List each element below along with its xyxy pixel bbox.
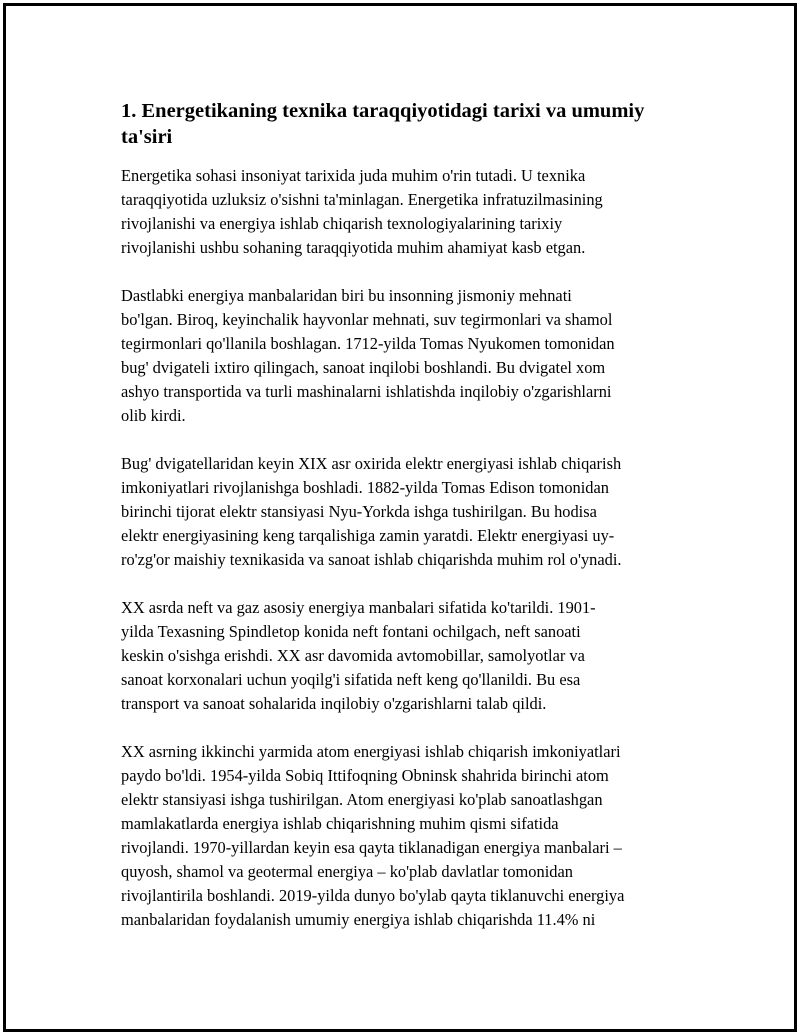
paragraph-line: Dastlabki energiya manbalaridan biri bu insonning jismoniy mehnati xyxy=(121,286,572,305)
paragraph-line: rivojlanishi ushbu sohaning taraqqiyotida muhim ahamiyat kasb etgan. xyxy=(121,238,586,257)
document-content xyxy=(121,98,701,956)
paragraph-line: rivojlanishi va energiya ishlab chiqarish texnologiyalarining tarixiy xyxy=(121,214,563,233)
paragraph-line: bug' dvigateli ixtiro qilingach, sanoat inqilobi boshlandi. Bu dvigatel xom xyxy=(121,358,606,377)
heading-line: 1. Energetikaning texnika taraqqiyotidagi tarixi va umumiy xyxy=(121,100,645,122)
heading-line: ta'siri xyxy=(121,126,173,148)
paragraph-line: manbalaridan foydalanish umumiy energiya ishlab chiqarishda 11.4% ni xyxy=(121,910,596,929)
paragraph-line: keskin o'sishga erishdi. XX asr davomida avtomobillar, samolyotlar va xyxy=(121,646,585,665)
paragraph-line: Energetika sohasi insoniyat tarixida juda muhim o'rin tutadi. U texnika xyxy=(121,166,586,185)
paragraph-line: mamlakatlarda energiya ishlab chiqarishning muhim qismi sifatida xyxy=(121,814,559,833)
paragraph-line: bo'lgan. Biroq, keyinchalik hayvonlar mehnati, suv tegirmonlari va shamol xyxy=(121,310,613,329)
paragraph-atomic-renewable xyxy=(121,740,701,932)
paragraph-line: elektr energiyasining keng tarqalishiga zamin yaratdi. Elektr energiyasi uy- xyxy=(121,526,615,545)
section-heading xyxy=(121,98,701,150)
paragraph-line: rivojlantirila boshlandi. 2019-yilda dunyo bo'ylab qayta tiklanuvchi energiya xyxy=(121,886,625,905)
paragraph-line: paydo bo'ldi. 1954-yilda Sobiq Ittifoqning Obninsk shahrida birinchi atom xyxy=(121,766,609,785)
paragraph-line: XX asrda neft va gaz asosiy energiya manbalari sifatida ko'tarildi. 1901- xyxy=(121,598,596,617)
paragraph-oil-gas xyxy=(121,596,701,716)
paragraph-line: tegirmonlari qo'llanila boshlagan. 1712-yilda Tomas Nyukomen tomonidan xyxy=(121,334,615,353)
paragraph-line: rivojlandi. 1970-yillardan keyin esa qayta tiklanadigan energiya manbalari – xyxy=(121,838,622,857)
paragraph-line: ashyo transportida va turli mashinalarni ishlatishda inqilobiy o'zgarishlarni xyxy=(121,382,612,401)
paragraph-electricity xyxy=(121,452,701,572)
paragraph-line: ro'zg'or maishiy texnikasida va sanoat ishlab chiqarishda muhim rol o'ynadi. xyxy=(121,550,622,569)
paragraph-line: taraqqiyotida uzluksiz o'sishni ta'minlagan. Energetika infratuzilmasining xyxy=(121,190,603,209)
paragraph-early-energy xyxy=(121,284,701,428)
paragraph-line: XX asrning ikkinchi yarmida atom energiyasi ishlab chiqarish imkoniyatlari xyxy=(121,742,621,761)
paragraph-line: olib kirdi. xyxy=(121,406,186,425)
paragraph-line: birinchi tijorat elektr stansiyasi Nyu-Yorkda ishga tushirilgan. Bu hodisa xyxy=(121,502,597,521)
paragraph-line: sanoat korxonalari uchun yoqilg'i sifatida neft keng qo'llanildi. Bu esa xyxy=(121,670,581,689)
paragraph-line: transport va sanoat sohalarida inqilobiy o'zgarishlarni talab qildi. xyxy=(121,694,547,713)
document-page xyxy=(3,3,797,1032)
paragraph-line: quyosh, shamol va geotermal energiya – ko'plab davlatlar tomonidan xyxy=(121,862,573,881)
paragraph-line: yilda Texasning Spindletop konida neft fontani ochilgach, neft sanoati xyxy=(121,622,581,641)
paragraph-line: Bug' dvigatellaridan keyin XIX asr oxirida elektr energiyasi ishlab chiqarish xyxy=(121,454,622,473)
paragraph-line: elektr stansiyasi ishga tushirilgan. Atom energiyasi ko'plab sanoatlashgan xyxy=(121,790,603,809)
paragraph-intro xyxy=(121,164,701,260)
paragraph-line: imkoniyatlari rivojlanishga boshladi. 1882-yilda Tomas Edison tomonidan xyxy=(121,478,609,497)
